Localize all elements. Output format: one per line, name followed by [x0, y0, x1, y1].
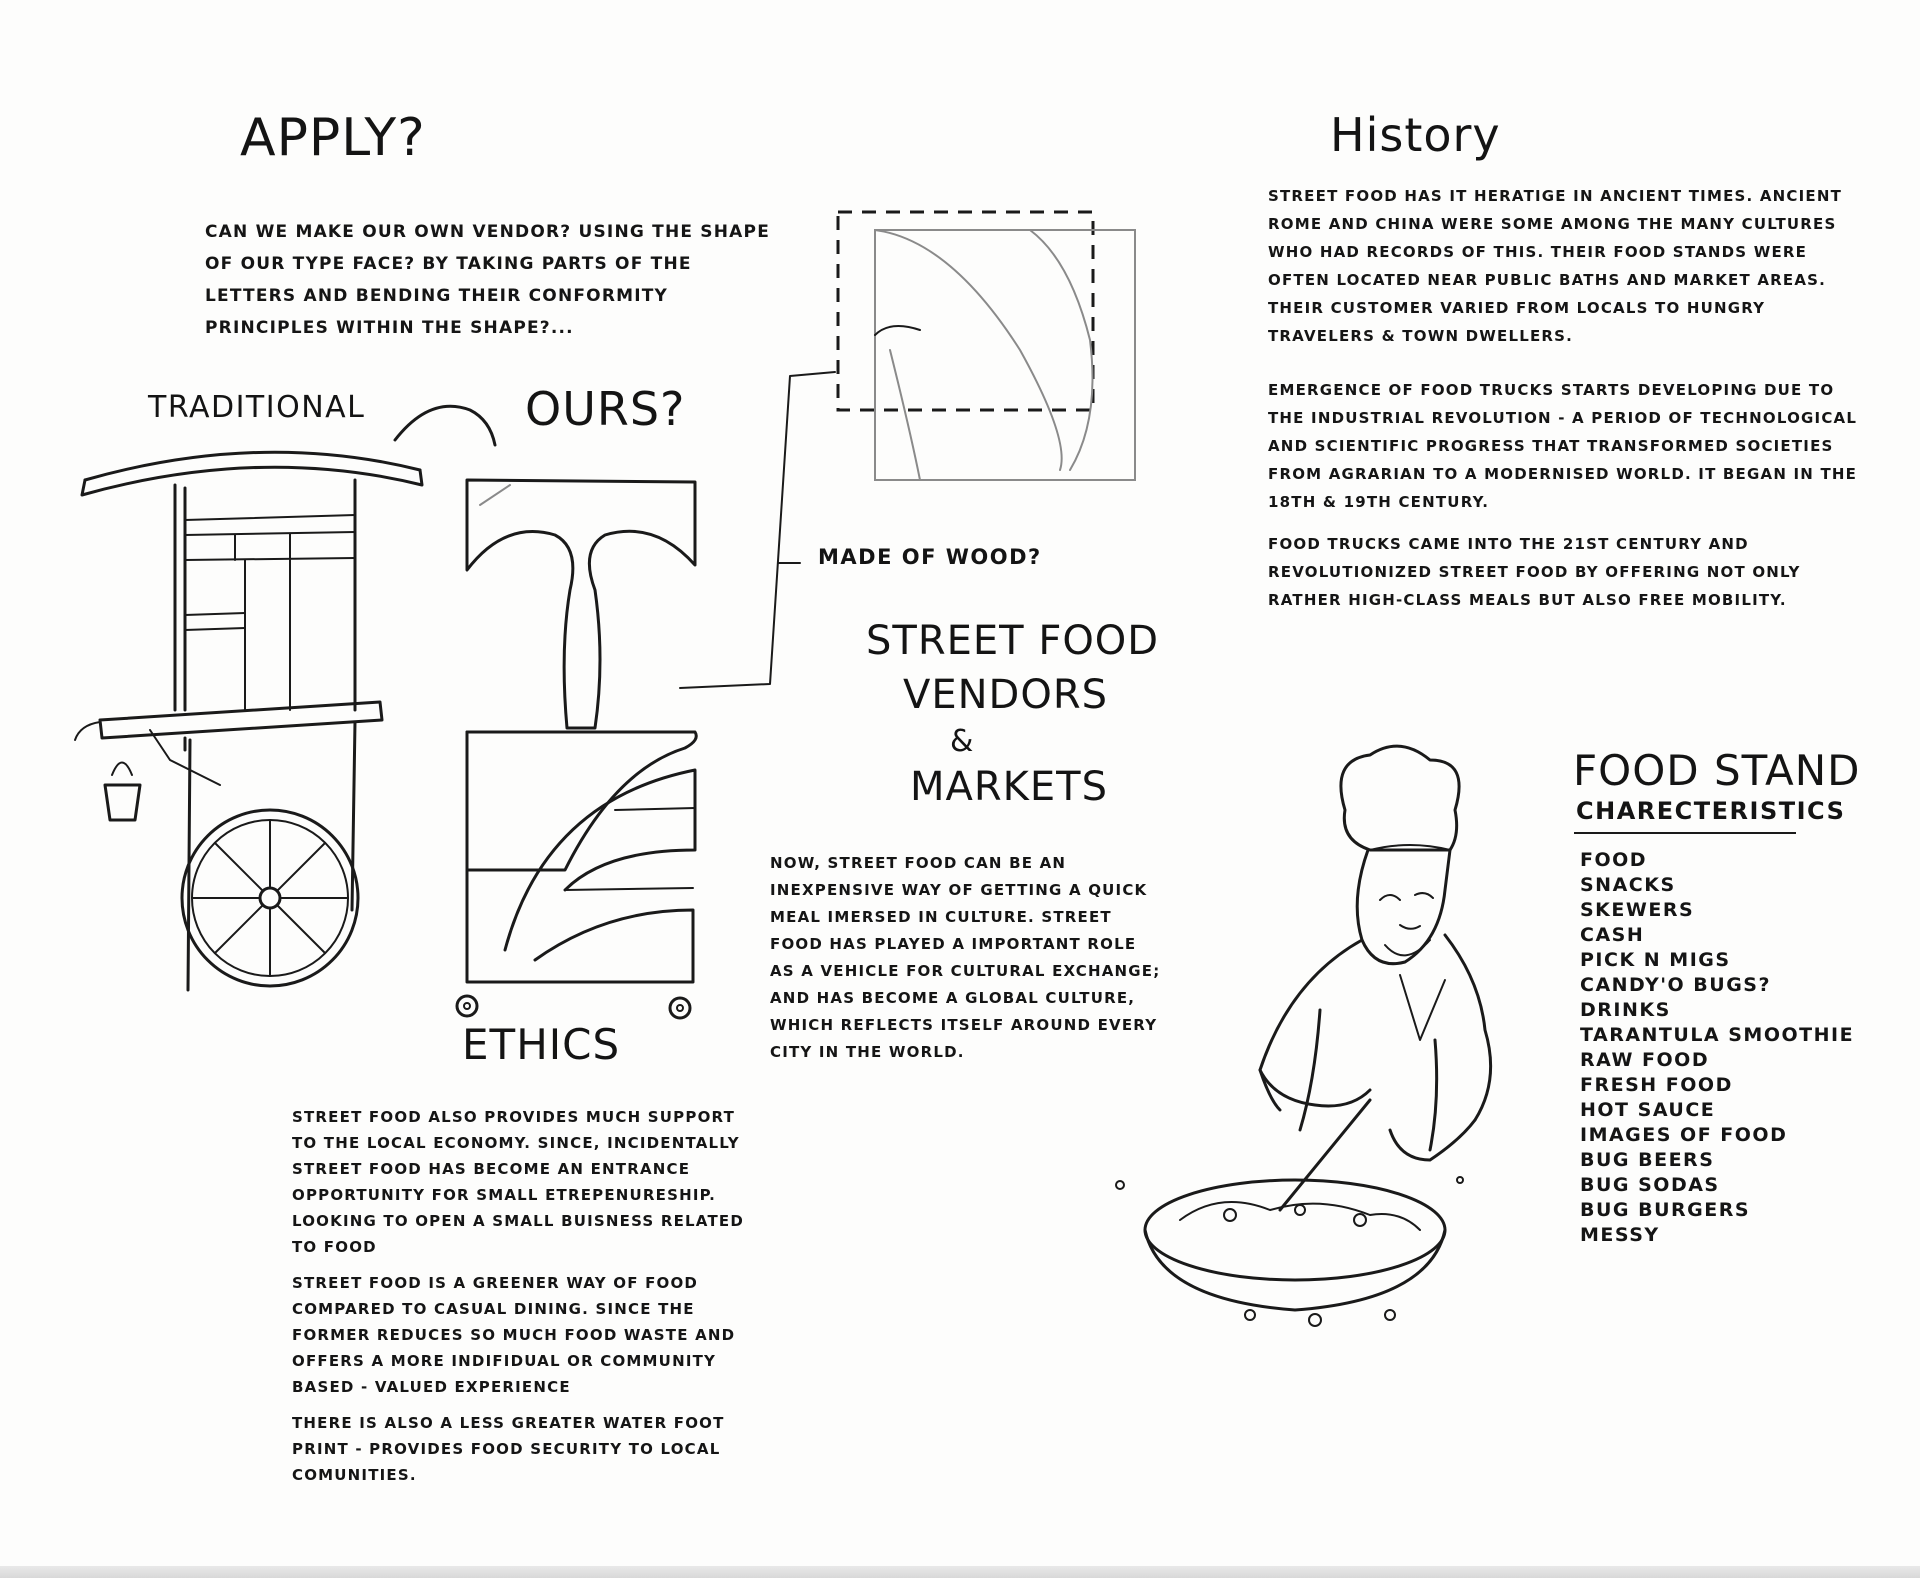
center-title-line1: STREET FOOD — [866, 618, 1160, 664]
ours-label: OURS? — [525, 382, 686, 436]
center-title-line4: MARKETS — [910, 764, 1108, 810]
ethics-paragraph-1: STREET FOOD ALSO PROVIDES MUCH SUPPORT TO THE LOCAL ECONOMY. SINCE, INCIDENTALLY STREET FOOD HAS BECOME AN ENTRANCE OPPORTUNITY FOR SMALL ETREPENURESHIP. LOOKING TO OPEN A SMALL BUISNESS RELATED TO FOOD — [292, 1108, 744, 1256]
list-item: IMAGES OF FOOD — [1580, 1124, 1788, 1146]
list-item: CANDY'O BUGS? — [1580, 974, 1771, 996]
list-item: HOT SAUCE — [1580, 1099, 1716, 1121]
list-item: SNACKS — [1580, 874, 1676, 896]
leader-line — [675, 368, 855, 698]
center-text: NOW, STREET FOOD CAN BE AN INEXPENSIVE WAY OF GETTING A QUICK MEAL IMERSED IN CULTURE. STREET FOOD HAS PLAYED A IMPORTANT ROLE AS A VEHICLE FOR CULTURAL EXCHANGE; AND HAS BECOME A GLOBAL CULTURE, WHICH REFLECTS ITSELF AROUND EVERY CITY IN THE WORLD. — [770, 854, 1161, 1061]
ethics-paragraph-2: STREET FOOD IS A GREENER WAY OF FOOD COMPARED TO CASUAL DINING. SINCE THE FORMER REDUCES SO MUCH FOOD WASTE AND OFFERS A MORE INDIFIDUAL OR COMMUNITY BASED - VALUED EXPERIENCE — [292, 1274, 736, 1396]
ethics-title: ETHICS — [462, 1020, 621, 1069]
subtitle-underline — [1574, 832, 1796, 834]
list-item: FOOD — [1580, 849, 1648, 871]
characteristics-list — [1580, 848, 1854, 1248]
list-item: FRESH FOOD — [1580, 1074, 1733, 1096]
traditional-cart-illustration — [60, 440, 440, 1000]
apply-text: CAN WE MAKE OUR OWN VENDOR? USING THE SHAPE OF OUR TYPE FACE? BY TAKING PARTS OF THE LETTERS AND BENDING THEIR CONFORMITY PRINCIPLES WITHIN THE SHAPE?... — [205, 222, 771, 338]
history-paragraph-3: FOOD TRUCKS CAME INTO THE 21ST CENTURY AND REVOLUTIONIZED STREET FOOD BY OFFERING NOT ONLY RATHER HIGH-CLASS MEALS BUT ALSO FREE MOBILITY. — [1268, 535, 1801, 609]
list-item: PICK N MIGS — [1580, 949, 1731, 971]
letter-n-sketch — [830, 200, 1160, 500]
list-item: BUG BURGERS — [1580, 1199, 1751, 1221]
list-item: CASH — [1580, 924, 1645, 946]
food-stand-title: FOOD STAND — [1573, 746, 1861, 795]
history-paragraph-2: EMERGENCE OF FOOD TRUCKS STARTS DEVELOPING DUE TO THE INDUSTRIAL REVOLUTION - A PERIOD OF TECHNOLOGICAL AND SCIENTIFIC PROGRESS THAT TRANSFORMED SOCIETIES FROM AGRARIAN TO A MODERNISED WORLD. IT BEGAN IN THE 18TH & 19TH CENTURY. — [1268, 381, 1858, 511]
ethics-paragraph-3: THERE IS ALSO A LESS GREATER WATER FOOT PRINT - PROVIDES FOOD SECURITY TO LOCAL COMUNITIES. — [292, 1414, 725, 1484]
center-title-line3: & — [950, 724, 975, 759]
center-title-line2: VENDORS — [903, 672, 1109, 718]
list-item: DRINKS — [1580, 999, 1671, 1021]
page-bottom-edge — [0, 1566, 1920, 1578]
list-item: BUG SODAS — [1580, 1174, 1720, 1196]
made-of-wood-label: MADE OF WOOD? — [818, 545, 1042, 569]
history-paragraph-1: STREET FOOD HAS IT HERATIGE IN ANCIENT TIMES. ANCIENT ROME AND CHINA WERE SOME AMONG THE MANY CULTURES WHO HAD RECORDS OF THIS. THEIR FOOD STANDS WERE OFTEN LOCATED NEAR PUBLIC BATHS AND MARKET AREAS. THEIR CUSTOMER VARIED FROM LOCALS TO HUNGRY TRAVELERS & TOWN DWELLERS. — [1268, 187, 1843, 345]
food-stand-subtitle: CHARECTERISTICS — [1576, 797, 1846, 825]
list-item: TARANTULA SMOOTHIE — [1580, 1024, 1855, 1046]
list-item: RAW FOOD — [1580, 1049, 1710, 1071]
ethics-text — [292, 1104, 752, 1488]
list-item: MESSY — [1580, 1224, 1660, 1246]
traditional-label: TRADITIONAL — [148, 390, 366, 425]
list-item: SKEWERS — [1580, 899, 1695, 921]
history-title: History — [1330, 108, 1501, 162]
history-text — [1268, 182, 1868, 614]
list-item: BUG BEERS — [1580, 1149, 1715, 1171]
chef-cooking-illustration — [1100, 740, 1480, 1320]
apply-title: APPLY? — [240, 108, 426, 168]
